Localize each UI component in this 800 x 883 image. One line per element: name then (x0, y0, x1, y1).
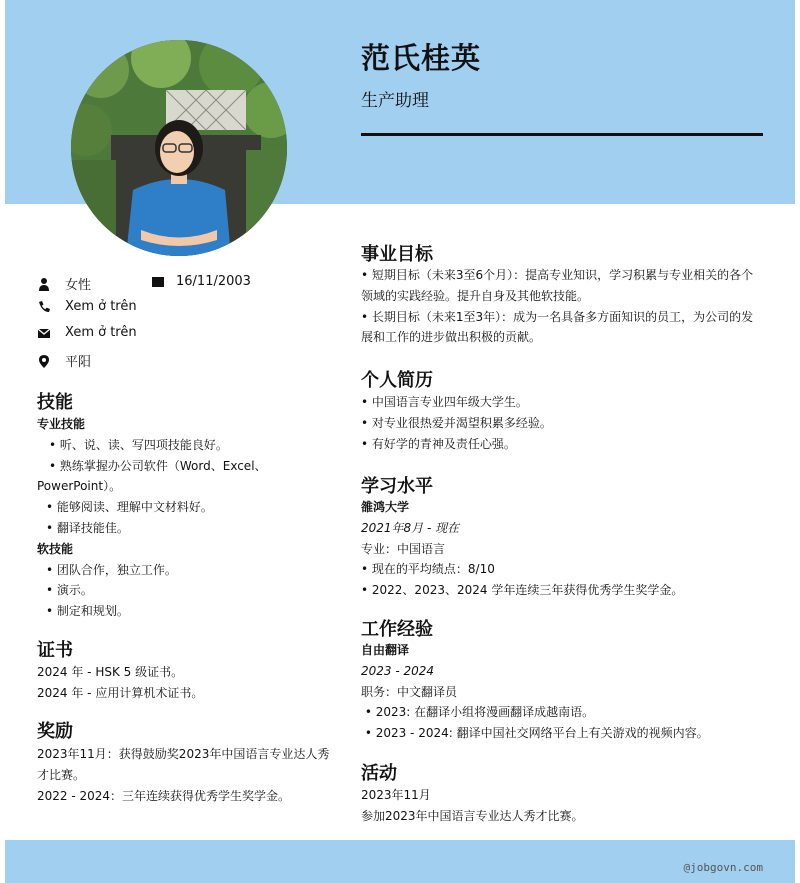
gender-row (37, 274, 91, 293)
professional-skills-title: 专业技能 (37, 417, 86, 431)
email-row (37, 325, 137, 340)
person-icon (37, 277, 51, 291)
certificates-section (37, 662, 337, 704)
skill-item: • 熟练掌握办公司软件（Word、Excel、 (49, 458, 267, 473)
activities-section (361, 785, 771, 827)
award-item: 才比赛。 (37, 767, 86, 782)
work-line: 职务：中文翻译员 (361, 684, 458, 699)
activities-heading: 活动 (361, 763, 397, 784)
profile-line: • 对专业很热爱并渴望积累多经验。 (361, 415, 552, 430)
career-line: • 长期目标（未来1至3年）：成为一名具备多方面知识的员工，为公司的发 (361, 309, 754, 324)
email-value: Xem ở trên (65, 325, 137, 340)
header-divider (361, 133, 763, 136)
phone-icon (37, 300, 51, 314)
education-section (361, 497, 771, 601)
career-line: 展和工作的进步做出积极的贡献。 (361, 330, 542, 345)
skills-heading: 技能 (37, 392, 73, 413)
gender-value: 女性 (65, 278, 92, 293)
activity-line: 2023年11月 (361, 788, 431, 802)
skill-item: • 制定和规划。 (46, 604, 129, 619)
profile-section (361, 392, 771, 454)
career-section (361, 265, 771, 348)
skill-item: • 能够阅读、理解中文材料好。 (46, 500, 213, 515)
profile-line: • 中国语言专业四年级大学生。 (361, 395, 528, 409)
education-line: • 现在的平均绩点：8/10 (361, 562, 495, 577)
award-item: 2023年11月：获得鼓励奖2023年中国语言专业达人秀 (37, 747, 330, 761)
watermark-text: @jobgovn.com (683, 861, 763, 874)
candidate-role: 生产助理 (361, 91, 429, 111)
work-period: 2023 - 2024 (361, 663, 435, 678)
career-heading: 事业目标 (361, 244, 433, 265)
skill-item: • 听、说、读、写四项技能良好。 (49, 437, 228, 452)
profile-photo (71, 40, 287, 256)
phone-value: Xem ở trên (65, 299, 137, 314)
career-line: 领域的实践经验。提升自身及其他软技能。 (361, 288, 590, 303)
certificate-item: 2024 年 - HSK 5 级证书。 (37, 665, 184, 679)
birthdate-value: 16/11/2003 (176, 274, 251, 289)
phone-row (37, 299, 137, 314)
profile-heading: 个人简历 (361, 370, 433, 391)
awards-section (37, 744, 337, 806)
footer-band (5, 840, 795, 883)
activity-line: 参加2023年中国语言专业达人秀才比赛。 (361, 808, 584, 823)
company-name: 自由翻译 (361, 643, 410, 657)
profile-line: • 有好学的青神及责任心强。 (361, 436, 516, 451)
awards-heading: 奖励 (37, 721, 73, 742)
calendar-icon (151, 275, 165, 289)
resume-page (5, 0, 795, 883)
certificates-heading: 证书 (37, 640, 73, 661)
skill-item: • 翻译技能佳。 (46, 520, 129, 535)
education-line: 专业：中国语言 (361, 541, 446, 556)
location-pin-icon (37, 354, 51, 368)
education-heading: 学习水平 (361, 476, 433, 497)
skill-item: • 演示。 (46, 583, 93, 598)
mail-icon (37, 326, 51, 340)
certificate-item: 2024 年 - 应用计算机术证书。 (37, 685, 204, 700)
work-section (361, 640, 771, 744)
work-heading: 工作经验 (361, 619, 433, 640)
soft-skills-title: 软技能 (37, 541, 74, 556)
address-value: 平阳 (65, 355, 92, 370)
address-row (37, 351, 91, 370)
skills-section (37, 414, 337, 622)
career-line: • 短期目标（未来3至6个月）：提高专业知识，学习积累与专业相关的各个 (361, 268, 754, 282)
education-line: • 2022、2023、2024 学年连续三年获得优秀学生奖学金。 (361, 583, 684, 598)
candidate-name: 范氏桂英 (361, 41, 482, 75)
work-line: • 2023 - 2024: 翻译中国社交网络平台上有关游戏的视频内容。 (361, 726, 709, 741)
birthdate-row (151, 274, 251, 289)
skill-item: PowerPoint）。 (37, 479, 122, 494)
skill-item: • 团队合作，独立工作。 (46, 562, 177, 577)
work-line: • 2023: 在翻译小组将漫画翻译成越南语。 (361, 705, 595, 720)
education-period: 2021年8月 - 现在 (361, 520, 460, 535)
award-item: 2022 - 2024：三年连续获得优秀学生奖学金。 (37, 788, 291, 803)
school-name: 雒鸿大学 (361, 500, 410, 514)
